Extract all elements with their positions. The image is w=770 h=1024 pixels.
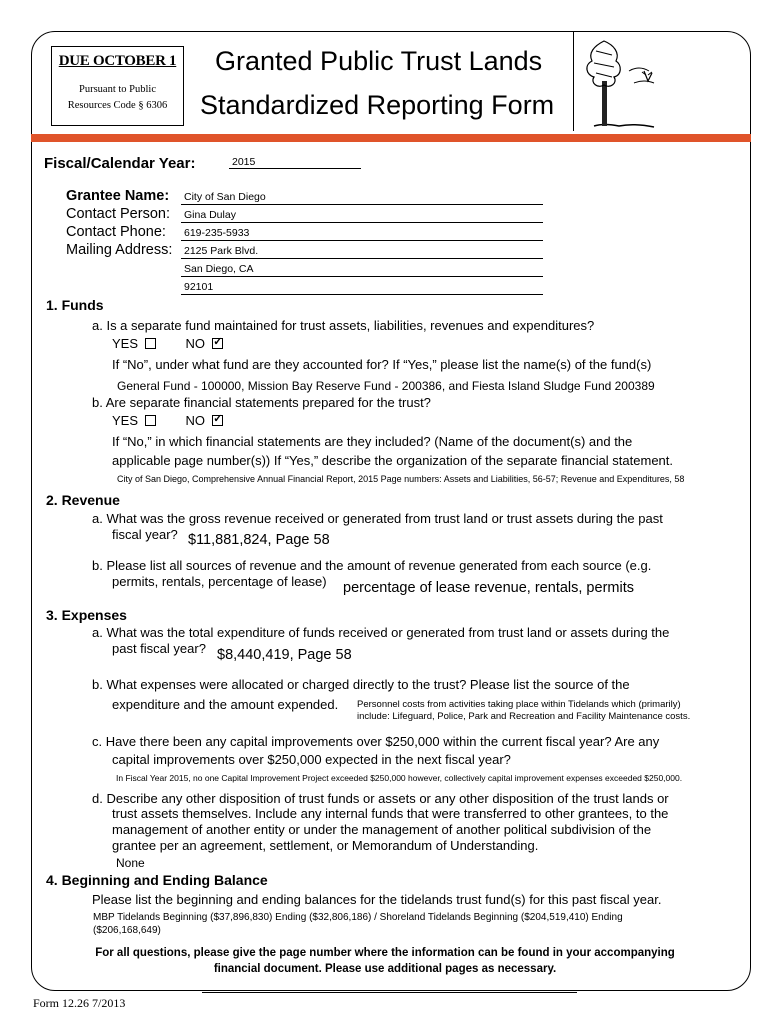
form-title-line2: Standardized Reporting Form	[200, 90, 555, 120]
funds-a-options: YES NO ✓	[112, 336, 223, 351]
due-date-box	[51, 46, 184, 126]
contact-phone-value[interactable]: 619-235-5933	[184, 227, 250, 239]
funds-a-no-checkbox[interactable]	[212, 338, 223, 349]
funds-b-answer[interactable]: City of San Diego, Comprehensive Annual Financial Report, 2015 Page numbers: Assets and Liabilities, 56-57; Revenue and Expenditures, 58	[117, 474, 685, 484]
revenue-question-a-line1: a. What was the gross revenue received or generated from trust land or trust assets during the past	[92, 511, 663, 526]
address-line3-line	[181, 294, 543, 295]
form-title-line1: Granted Public Trust Lands	[215, 46, 543, 76]
revenue-b-answer[interactable]: percentage of lease revenue, rentals, permits	[343, 580, 634, 596]
address-line1-value[interactable]: 2125 Park Blvd.	[184, 245, 259, 257]
due-date-title: DUE OCTOBER 1	[58, 53, 177, 69]
funds-b-options: YES NO ✓	[112, 413, 223, 428]
expenses-question-c-line1: c. Have there been any capital improvements over $250,000 within the current fiscal year? Are any	[92, 734, 660, 749]
expenses-a-answer[interactable]: $8,440,419, Page 58	[217, 647, 352, 663]
balance-answer-line2[interactable]: ($206,168,649)	[93, 925, 161, 936]
header-accent-bar	[31, 134, 751, 142]
tree-logo-icon	[573, 31, 673, 131]
expenses-question-d-line3: management of another entity or under the management of another political subdivision of the	[112, 822, 652, 837]
footer-rule	[202, 992, 577, 993]
expenses-question-d-line4: grantee per an agreement, settlement, or Memorandum of Understanding.	[112, 838, 539, 853]
expenses-question-a-line1: a. What was the total expenditure of funds received or generated from trust land or assets during the	[92, 625, 670, 640]
contact-phone-label: Contact Phone:	[66, 224, 166, 240]
expenses-d-answer[interactable]: None	[116, 856, 145, 870]
funds-b-no-checkbox[interactable]	[212, 415, 223, 426]
funds-b-followup-line1: If “No,” in which financial statements are they included? (Name of the document(s) and the	[112, 434, 633, 449]
balance-answer-line1[interactable]: MBP Tidelands Beginning ($37,896,830) Ending ($32,806,186) / Shoreland Tidelands Beginning ($204,519,410) Ending	[93, 912, 623, 923]
funds-a-answer[interactable]: General Fund - 100000, Mission Bay Reserve Fund - 200386, and Fiesta Island Sludge Fund 200389	[117, 379, 655, 393]
section-expenses-heading: 3. Expenses	[46, 607, 127, 623]
address-line3-value[interactable]: 92101	[184, 281, 214, 293]
grantee-name-value[interactable]: City of San Diego	[184, 191, 266, 203]
form-id: Form 12.26 7/2013	[33, 996, 126, 1010]
funds-a-followup: If “No”, under what fund are they accounted for? If “Yes,” please list the name(s) of the fund(s)	[112, 357, 652, 372]
expenses-c-answer[interactable]: In Fiscal Year 2015, no one Capital Improvement Project exceeded $250,000 however, collectively capital improvement expenses exceeded $250,000.	[116, 773, 683, 783]
footer-note-line2: financial document. Please use additional pages as necessary.	[213, 963, 557, 975]
expenses-question-b-line1: b. What expenses were allocated or charged directly to the trust? Please list the source of the	[92, 677, 630, 692]
contact-person-label: Contact Person:	[66, 206, 170, 222]
footer-note-line1: For all questions, please give the page number where the information can be found in your accompanying	[95, 947, 675, 959]
funds-a-yes-checkbox[interactable]	[145, 338, 156, 349]
expenses-question-b-line2: expenditure and the amount expended.	[112, 697, 339, 712]
expenses-question-d-line2: trust assets themselves. Include any internal funds that were transferred to other grantees, to the	[112, 806, 669, 821]
balance-question: Please list the beginning and ending balances for the tidelands trust fund(s) for this past fiscal year.	[92, 892, 662, 907]
grantee-name-line	[181, 204, 543, 205]
grantee-name-label: Grantee Name:	[66, 188, 170, 204]
address-line1-line	[181, 258, 543, 259]
contact-phone-line	[181, 240, 543, 241]
statute-reference: Pursuant to Public Resources Code § 6306	[67, 84, 168, 111]
revenue-question-b-line2: permits, rentals, percentage of lease)	[112, 574, 327, 589]
mailing-address-label: Mailing Address:	[66, 242, 173, 258]
funds-question-a: a. Is a separate fund maintained for trust assets, liabilities, revenues and expenditures?	[92, 318, 595, 333]
revenue-a-answer[interactable]: $11,881,824, Page 58	[188, 532, 330, 548]
funds-b-yes-checkbox[interactable]	[145, 415, 156, 426]
funds-b-followup-line2: applicable page number(s)) If “Yes,” describe the organization of the separate financial statement.	[112, 453, 674, 468]
contact-person-line	[181, 222, 543, 223]
fiscal-year-label: Fiscal/Calendar Year:	[44, 155, 196, 172]
section-revenue-heading: 2. Revenue	[46, 492, 120, 508]
fiscal-year-line	[229, 168, 361, 169]
contact-person-value[interactable]: Gina Dulay	[184, 209, 236, 221]
address-line2-value[interactable]: San Diego, CA	[184, 263, 254, 275]
section-balance-heading: 4. Beginning and Ending Balance	[46, 872, 268, 888]
expenses-question-a-line2: past fiscal year?	[112, 641, 206, 656]
address-line2-line	[181, 276, 543, 277]
revenue-question-b-line1: b. Please list all sources of revenue and the amount of revenue generated from each source (e.g.	[92, 558, 652, 573]
expenses-question-d-line1: d. Describe any other disposition of trust funds or assets or any other disposition of the trust lands or	[92, 791, 669, 806]
expenses-b-answer-line1[interactable]: Personnel costs from activities taking place within Tidelands which (primarily)	[357, 699, 681, 710]
expenses-question-c-line2: capital improvements over $250,000 expected in the next fiscal year?	[112, 752, 511, 767]
revenue-question-a-line2: fiscal year?	[112, 527, 178, 542]
funds-question-b: b. Are separate financial statements prepared for the trust?	[92, 395, 431, 410]
fiscal-year-value[interactable]: 2015	[232, 156, 256, 168]
section-funds-heading: 1. Funds	[46, 297, 104, 313]
expenses-b-answer-line2[interactable]: include: Lifeguard, Police, Park and Recreation and Facility Maintenance costs.	[357, 711, 691, 722]
